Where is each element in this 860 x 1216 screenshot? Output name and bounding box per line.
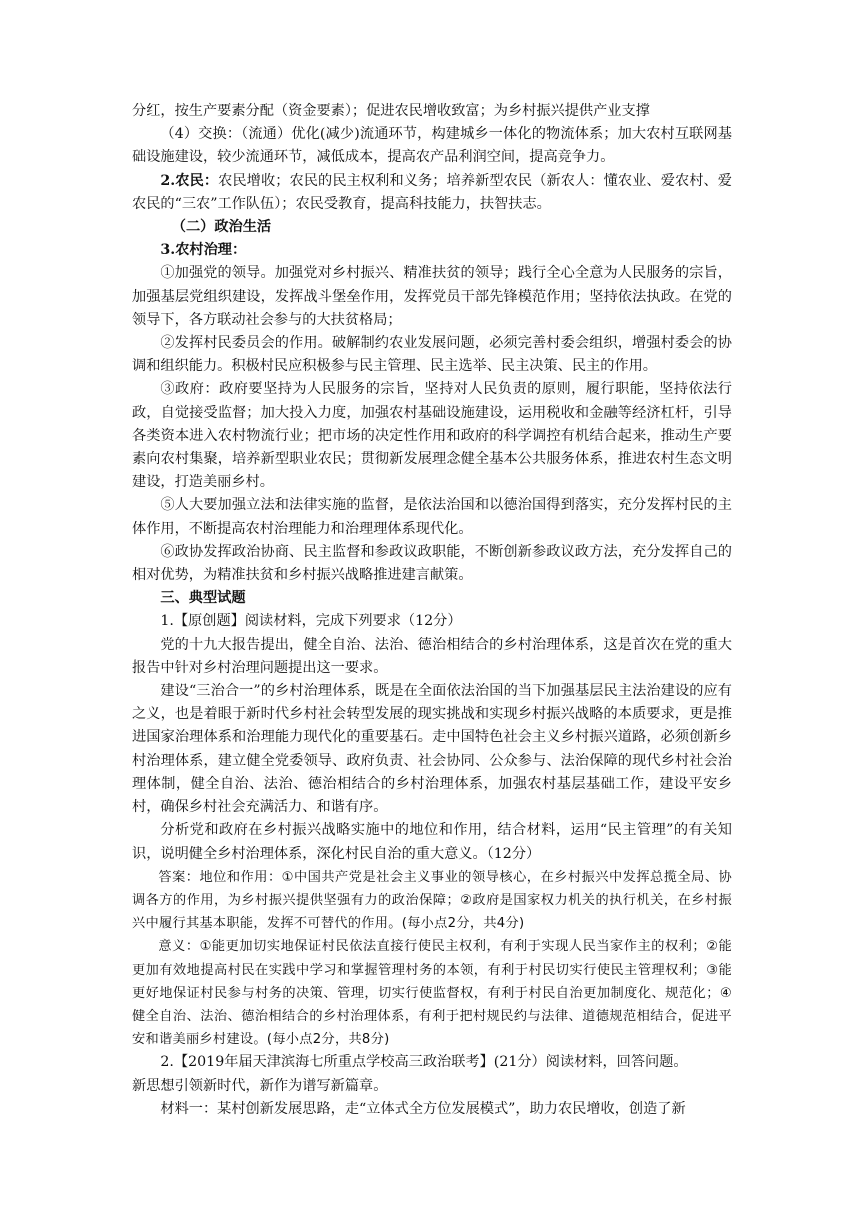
- paragraph-text: 党的十九大报告提出，健全自治、法治、德治相结合的乡村治理体系，这是首次在党的重大报告中针对乡村治理问题提出这一要求。: [132, 636, 732, 676]
- question-1-title: [132, 610, 732, 633]
- paragraph-text: ③政府：政府要坚持为人民服务的宗旨，坚持对人民负责的原则，履行职能，坚持依法行政，自觉接受监督；加大投入力度，加强农村基础设施建设，运用税收和金融等经济杠杆，引导各类资本进入农村物流行业；把市场的决定性作用和政府的科学调控有机结合起来，推动生产要素向农村集聚，培养新型职业农民；贯彻新发展理念健全基本公共服务体系，推进农村生态文明建设，打造美丽乡村。: [132, 381, 732, 491]
- section-heading-typical-questions: [132, 587, 732, 610]
- paragraph-14: [132, 680, 732, 819]
- heading-text: 三、典型试题: [160, 590, 246, 607]
- subheading-rural-governance: [132, 239, 732, 262]
- paragraph-text: 2.【2019年届天津滨海七所重点学校高三政治联考】(21分）阅读材料，回答问题。: [160, 1054, 688, 1071]
- answer-1-part-1: [132, 866, 732, 936]
- document-page: [132, 100, 732, 1121]
- paragraph-text: ①加强党的领导。加强党对乡村振兴、精准扶贫的领导；践行全心全意为人民服务的宗旨，加强基层党组织建设，发挥战斗堡垒作用，发挥党员干部先锋模范作用；坚持依法执政。在党的领导下，各方联动社会参与的大扶贫格局；: [132, 265, 732, 328]
- paragraph-text: ⑥政协发挥政治协商、民主监督和参政议政职能，不断创新参政议政方法，充分发挥自己的相对优势，为精准扶贫和乡村振兴战略推进建言献策。: [132, 543, 732, 584]
- paragraph-lead: 2.农民：: [160, 172, 219, 189]
- answer-1-part-2: [132, 935, 732, 1051]
- paragraph-1: [132, 100, 732, 123]
- paragraph-6: [132, 262, 732, 332]
- paragraph-text: （4）交换：（流通）优化(减少)流通环节，构建城乡一体化的物流体系；加大农村互联网基础设施建设，较少流通环节，减低成本，提高农产品利润空间，提高竞争力。: [132, 126, 732, 166]
- paragraph-text: 分红，按生产要素分配（资金要素）；促进农民增收致富；为乡村振兴提供产业支撑: [132, 103, 650, 119]
- paragraph-19: [132, 1075, 732, 1098]
- answer-text: 意义：①能更加切实地保证村民依法直接行使民主权利，有利于实现人民当家作主的权利；②能更加有效地提高村民在实践中学习和掌握管理村务的本领，有利于村民切实行使民主管理权利；③能更好地保证村民参与村务的决策、管理，切实行使监督权，有利于村民自治更加制度化、规范化；④健全自治、法治、德治相结合的乡村治理体系，有利于把村规民约与法律、道德规范相结合，促进平安和谐美丽乡村建设。(每小点2分，共8分): [132, 939, 732, 1048]
- paragraph-13: [132, 634, 732, 680]
- paragraph-text: 分析党和政府在乡村振兴战略实施中的地位和作用，结合材料，运用“民主管理”的有关知识，说明健全乡村治理体系，深化村民自治的重大意义。（12分）: [132, 822, 732, 862]
- material-1: [132, 1098, 732, 1121]
- paragraph-text: ②发挥村民委员会的作用。破解制约农业发展问题，必须完善村委会组织，增强村委会的协调和组织能力。积极村民应积极参与民主管理、民主选举、民主决策、民主的作用。: [132, 335, 732, 375]
- section-heading-politics: [132, 216, 732, 239]
- paragraph-text: 新思想引领新时代，新作为谱写新篇章。: [132, 1077, 388, 1094]
- paragraph-3: [132, 170, 732, 216]
- paragraph-8: [132, 378, 732, 494]
- answer-text: 答案：地位和作用：①中国共产党是社会主义事业的领导核心，在乡村振兴中发挥总揽全局、协调各方的作用，为乡村振兴提供坚强有力的政治保障；②政府是国家权力机关的执行机关，在乡村振兴中履行其基本职能，发挥不可替代的作用。(每小点2分，共4分): [132, 869, 732, 932]
- paragraph-text: 1.【原创题】阅读材料，完成下列要求（12分）: [160, 613, 462, 630]
- paragraph-text: 建设“三治合一”的乡村治理体系，既是在全面依法治国的当下加强基层民主法治建设的应有之义，也是着眼于新时代乡村社会转型发展的现实挑战和实现乡村振兴战略的本质要求，更是推进国家治理体系和治理能力现代化的重要基石。走中国特色社会主义乡村振兴道路，必须创新乡村治理体系，建立健全党委领导、政府负责、社会协同、公众参与、法治保障的现代乡村社会治理体制，健全自治、法治、德治相结合的乡村治理体系，加强农村基层基础工作，建设平安乡村，确保乡村社会充满活力、和谐有序。: [132, 683, 732, 816]
- paragraph-7: [132, 332, 732, 378]
- question-1-prompt: [132, 819, 732, 865]
- heading-text: （二）政治生活: [171, 219, 272, 236]
- paragraph-9: [132, 494, 732, 540]
- paragraph-text: ⑤人大要加强立法和法律实施的监督，是依法治国和以德治国得到落实，充分发挥村民的主体作用，不断提高农村治理能力和治理理体系现代化。: [132, 497, 732, 537]
- paragraph-2: [132, 123, 732, 169]
- paragraph-10: [132, 541, 732, 587]
- paragraph-text: 农民增收；农民的民主权利和义务；培养新型农民（新农人：懂农业、爱农村、爱农民的“三农”工作队伍）；农民受教育，提高科技能力，扶智扶志。: [132, 172, 732, 212]
- paragraph-text: 材料一：某村创新发展思路，走“立体式全方位发展模式”，助力农民增收，创造了新: [160, 1100, 686, 1117]
- question-2-title: [132, 1051, 732, 1074]
- heading-text: 3.农村治理：: [160, 242, 247, 259]
